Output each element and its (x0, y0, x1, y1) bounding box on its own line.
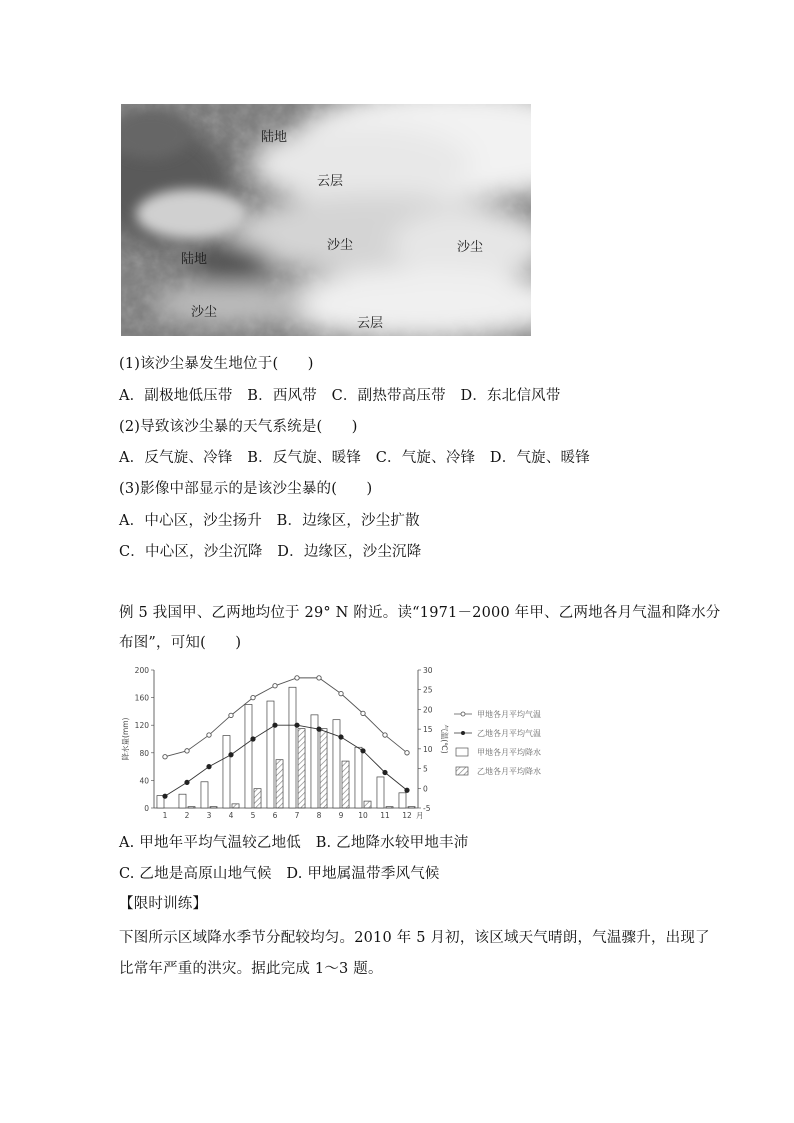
right-tick-label: 10 (423, 744, 433, 754)
left-tick-label: 80 (139, 748, 149, 758)
point-yi-temp (185, 780, 189, 784)
left-tick-label: 0 (144, 804, 149, 813)
x-tick-label: 5 (250, 811, 256, 820)
label-cloud-top: 云层 (317, 174, 344, 189)
x-tick-label: 11 (380, 811, 390, 820)
label-dust-right: 沙尘 (457, 240, 484, 255)
legend-swatch-yi-precip (456, 767, 468, 775)
section-heading: 【限时训练】 (119, 896, 208, 912)
right-tick-label: 15 (423, 725, 433, 735)
bar-jia-precip (245, 705, 252, 809)
point-jia-temp (251, 695, 255, 699)
bar-yi-precip (276, 760, 283, 808)
label-land-top: 陆地 (261, 130, 288, 145)
legend-label-yi-temp: 乙地各月平均气温 (477, 729, 541, 738)
bar-yi-precip (386, 807, 393, 808)
satellite-image (121, 104, 531, 336)
right-axis-title: 气温(℃) (440, 724, 449, 754)
right-tick-label: 20 (423, 705, 433, 715)
label-dust-center: 沙尘 (327, 238, 354, 253)
x-tick-label: 1 (162, 811, 168, 820)
bar-jia-precip (355, 747, 362, 808)
bar-yi-precip (298, 729, 305, 808)
question-2: (2)导致该沙尘暴的天气系统是( ) (119, 419, 358, 435)
bar-jia-precip (289, 687, 296, 808)
right-tick-label: -5 (423, 804, 431, 813)
bar-jia-precip (201, 782, 208, 808)
point-jia-temp (383, 733, 387, 737)
legend-marker-jia-temp (461, 712, 465, 716)
bar-jia-precip (399, 793, 406, 808)
example-5-line-1: 例 5 我国甲、乙两地均位于 29° N 附近。读“1971－2000 年甲、乙两地各月气温和降水分 (119, 605, 721, 621)
example-5-options-ab: A. 甲地年平均气温较乙地低 B. 乙地降水较甲地丰沛 (119, 835, 469, 851)
point-yi-temp (207, 764, 211, 768)
bar-yi-precip (320, 729, 327, 808)
legend-swatch-jia-precip (456, 748, 468, 756)
left-axis-title: 降水量(mm) (121, 717, 130, 761)
point-jia-temp (405, 751, 409, 755)
bar-yi-precip (254, 789, 261, 808)
label-land-left: 陆地 (181, 252, 208, 267)
point-yi-temp (405, 788, 409, 792)
right-tick-label: 5 (423, 764, 428, 774)
example-5-line-2: 布图”，可知( ) (119, 635, 242, 651)
point-jia-temp (207, 733, 211, 737)
point-yi-temp (273, 723, 277, 727)
point-jia-temp (273, 684, 277, 688)
bar-jia-precip (179, 794, 186, 808)
x-tick-label: 9 (338, 811, 344, 820)
bar-yi-precip (210, 807, 217, 808)
point-yi-temp (317, 727, 321, 731)
training-intro-line-2: 比常年严重的洪灾。据此完成 1～3 题。 (119, 961, 383, 977)
point-yi-temp (383, 770, 387, 774)
point-yi-temp (361, 749, 365, 753)
left-tick-label: 40 (139, 776, 149, 786)
point-jia-temp (295, 676, 299, 680)
climate-chart (118, 662, 588, 822)
x-tick-label: 3 (206, 811, 212, 820)
bar-yi-precip (364, 801, 371, 808)
bar-jia-precip (267, 701, 274, 808)
right-tick-label: 0 (423, 784, 428, 794)
point-yi-temp (295, 723, 299, 727)
right-tick-label: 25 (423, 685, 433, 695)
line-jia-temp (165, 678, 407, 757)
legend-marker-yi-temp (461, 731, 465, 735)
x-tick-label: 10 (358, 811, 368, 820)
left-tick-label: 160 (134, 693, 149, 703)
point-jia-temp (317, 676, 321, 680)
bar-jia-precip (223, 736, 230, 808)
x-unit-label: 月 (416, 811, 424, 820)
x-tick-label: 2 (184, 811, 190, 820)
point-yi-temp (339, 735, 343, 739)
question-2-options: A．反气旋、冷锋 B．反气旋、暖锋 C．气旋、冷锋 D．气旋、暖锋 (119, 450, 590, 466)
question-3-options-cd: C．中心区，沙尘沉降 D．边缘区，沙尘沉降 (119, 544, 422, 560)
point-jia-temp (163, 755, 167, 759)
x-tick-label: 6 (272, 811, 278, 820)
question-1: (1)该沙尘暴发生地位于( ) (119, 356, 314, 372)
left-tick-label: 120 (134, 721, 149, 731)
point-jia-temp (339, 691, 343, 695)
point-jia-temp (361, 711, 365, 715)
training-intro-line-1: 下图所示区域降水季节分配较均匀。2010 年 5 月初，该区域天气晴朗，气温骤升，出现了 (119, 930, 710, 946)
legend-label-jia-temp: 甲地各月平均气温 (477, 710, 541, 719)
climate-chart-svg (118, 662, 588, 822)
question-3: (3)影像中部显示的是该沙尘暴的( ) (119, 481, 373, 497)
point-yi-temp (251, 737, 255, 741)
bar-yi-precip (188, 807, 195, 808)
point-yi-temp (229, 753, 233, 757)
question-3-options-ab: A．中心区，沙尘扬升 B．边缘区，沙尘扩散 (119, 513, 420, 529)
bar-yi-precip (342, 761, 349, 808)
bar-yi-precip (232, 804, 239, 808)
label-dust-bottom: 沙尘 (191, 305, 218, 320)
x-tick-label: 4 (228, 811, 234, 820)
point-jia-temp (229, 713, 233, 717)
legend-label-yi-precip: 乙地各月平均降水 (477, 767, 541, 776)
x-tick-label: 12 (402, 811, 412, 820)
satellite-image-graphic (121, 104, 531, 336)
left-tick-label: 200 (134, 666, 149, 675)
x-tick-label: 7 (294, 811, 300, 820)
bar-jia-precip (333, 720, 340, 808)
legend-label-jia-precip: 甲地各月平均降水 (477, 748, 541, 757)
point-yi-temp (163, 794, 167, 798)
x-tick-label: 8 (316, 811, 322, 820)
bar-yi-precip (408, 807, 415, 808)
question-1-options: A．副极地低压带 B．西风带 C．副热带高压带 D．东北信风带 (119, 388, 561, 404)
bar-jia-precip (377, 777, 384, 808)
label-cloud-bottom: 云层 (357, 316, 384, 331)
point-jia-temp (185, 749, 189, 753)
right-tick-label: 30 (423, 666, 433, 675)
example-5-options-cd: C. 乙地是高原山地气候 D. 甲地属温带季风气候 (119, 866, 440, 882)
